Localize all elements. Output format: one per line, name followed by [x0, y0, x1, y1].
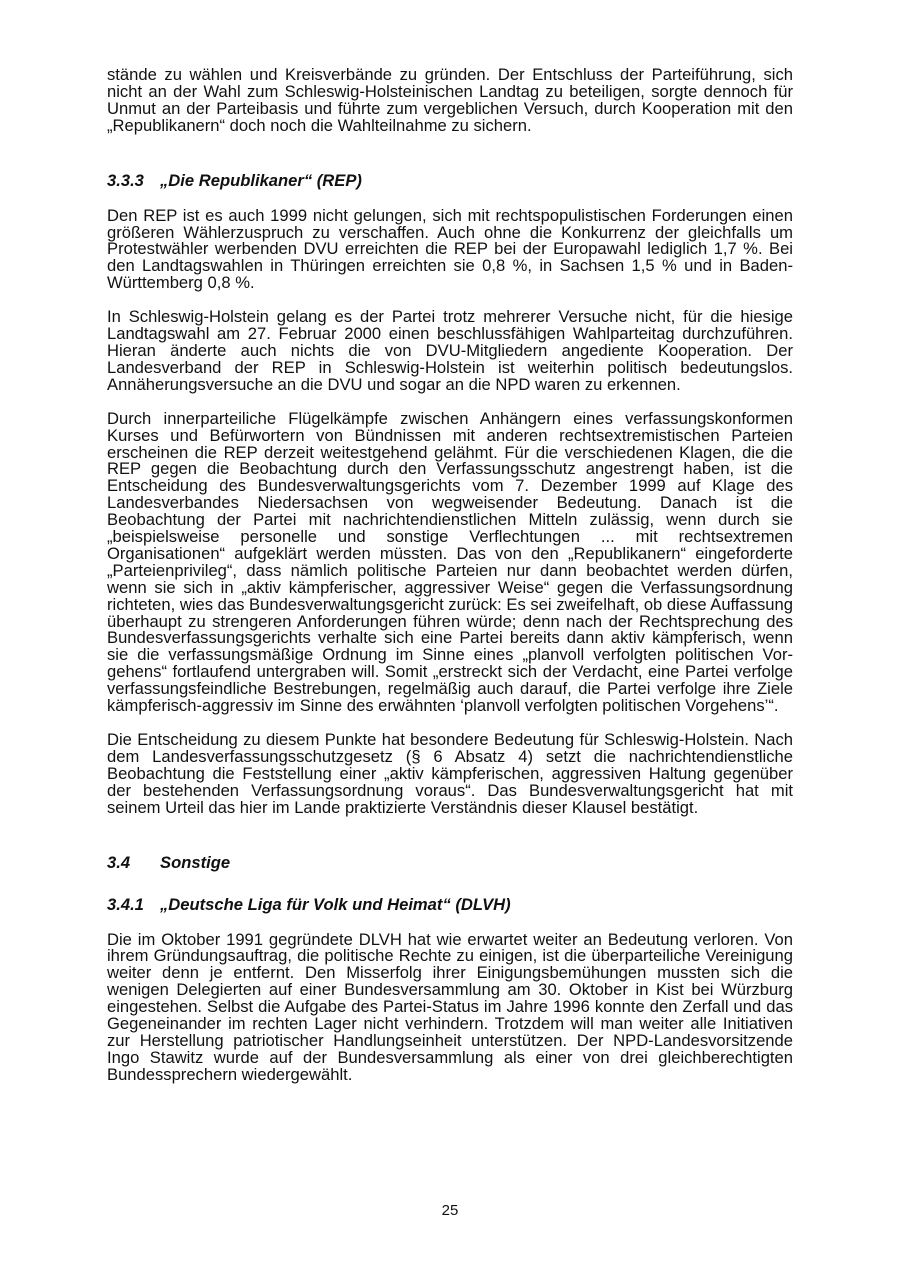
page-body [107, 67, 793, 1084]
paragraph-rep-3: Durch innerparteiliche Flügelkämpfe zwischen Anhängern eines verfassungskonformen Kurses und Befürwortern von Bündnissen mit anderen rechtsextremistischen Parteien erscheinen die REP derzeit weitestgehend gelähmt. Für die verschiedenen Klagen, die die REP gegen die Beobachtung durch den Verfassungsschutz angestrengt haben, ist die Entscheidung des Bundesverwaltungsgerichts vom 7. Dezember 1999 auf Klage des Landesverbandes Niedersachsen von wegweisender Bedeutung. Danach ist die Beobachtung der Partei mit nachrichtendienstlichen Mitteln zulässig, wenn durch sie „beispielsweise personelle und sonstige Verflechtungen ... mit rechtsextremen Organisationen“ aufgeklärt werden müssten. Das von den „Republikanern“ eingeforderte „Parteienprivileg“, dass nämlich politische Parteien nur dann beobachtet werden dürfen, wenn sie sich in „aktiv kämpferischer, aggressiver Weise“ gegen die Verfassungsordnung richteten, wies das Bundesverwaltungsgericht zurück: Es sei zweifelhaft, ob diese Auffassung überhaupt zu strengeren Anforderungen führen würde; denn nach der Rechtsprechung des Bundesverfassungsgerichts verhalte sich eine Partei bereits dann aktiv kämpferisch, wenn sie die verfassungsmäßige Ordnung im Sinne eines „planvoll verfolgten politischen Vorgehens“ fortlaufend untergraben will. Somit „erstreckt sich der Verdacht, eine Partei verfolge verfassungsfeindliche Bestrebungen, regelmäßig auch darauf, die Partei verfolge ihre Ziele kämpferisch-aggressiv im Sinne des erwähnten ‘planvoll verfolgten politischen Vorgehens’“. [107, 408, 793, 716]
section-number: 3.4.1 [107, 894, 144, 914]
section-title: „Deutsche Liga für Volk und Heimat“ (DLVH) [160, 894, 511, 914]
section-number: 3.3.3 [107, 170, 144, 190]
paragraph-rep-2: In Schleswig-Holstein gelang es der Partei trotz mehrerer Versuche nicht, für die hiesige Landtagswahl am 27. Februar 2000 einen beschlussfähigen Wahlparteitag durchzuführen. Hieran änderte auch nichts die von DVU-Mitgliedern angediente Kooperation. Der Landesverband der REP in Schleswig-Holstein ist weiterhin politisch bedeutungslos. Annäherungsversuche an die DVU und sogar an die NPD waren zu erkennen. [107, 307, 793, 394]
section-title: „Die Republikaner“ (REP) [160, 170, 362, 190]
section-number: 3.4 [107, 852, 131, 872]
section-heading-sonstige [107, 853, 793, 873]
paragraph-rep-4: Die Entscheidung zu diesem Punkte hat besondere Bedeutung für Schleswig-Holstein. Nach dem Landesverfassungsschutzgesetz (§ 6 Absatz 4) setzt die nachrichtendienstliche Beobachtung die Feststellung einer „aktiv kämpferischen, aggressiven Haltung gegenüber der bestehenden Verfassungsordnung voraus“. Das Bundesverwaltungsgericht hat mit seinem Urteil das hier im Lande praktizierte Verständnis dieser Klausel bestätigt. [107, 730, 793, 817]
paragraph-dlvh-1: Die im Oktober 1991 gegründete DLVH hat wie erwartet weiter an Bedeutung verloren. Von ihrem Gründungsauftrag, die politische Rechte zu einigen, ist die überparteiliche Vereinigung weiter denn je entfernt. Den Misserfolg ihrer Einigungsbemühungen mussten sich die wenigen Delegierten auf einer Bundesversammlung am 30. Oktober in Kist bei Würzburg eingestehen. Selbst die Aufgabe des Partei-Status im Jahre 1996 konnte den Zerfall und das Gegeneinander im rechten Lager nicht verhindern. Trotzdem will man weiter alle Initiativen zur Herstellung patriotischer Handlungseinheit unterstützen. Der NPD-Landesvorsitzende Ingo Stawitz wurde auf der Bundesversammlung als einer von drei gleichberechtigten Bundessprechern wiedergewählt. [107, 929, 793, 1084]
paragraph-intro: stände zu wählen und Kreisverbände zu gründen. Der Entschluss der Parteiführung, sich nicht an der Wahl zum Schleswig-Holsteinischen Landtag zu beteiligen, sorgte dennoch für Unmut an der Parteibasis und führte zum vergeblichen Versuch, durch Kooperation mit den „Republikanern“ doch noch die Wahlteilnahme zu sichern. [107, 65, 793, 135]
section-heading-rep [107, 171, 793, 191]
page-number: 25 [441, 1202, 459, 1219]
section-heading-dlvh [107, 895, 793, 915]
section-title: Sonstige [160, 852, 231, 872]
paragraph-rep-1: Den REP ist es auch 1999 nicht gelungen, sich mit rechtspopulistischen Forderungen einen größeren Wählerzuspruch zu verschaffen. Auch ohne die Konkurrenz der gleichfalls um Protestwähler werbenden DVU erreichten die REP bei der Europawahl lediglich 1,7 %. Bei den Landtagswahlen in Thüringen erreichten sie 0,8 %, in Sachsen 1,5 % und in Baden-Württemberg 0,8 %. [107, 205, 793, 293]
